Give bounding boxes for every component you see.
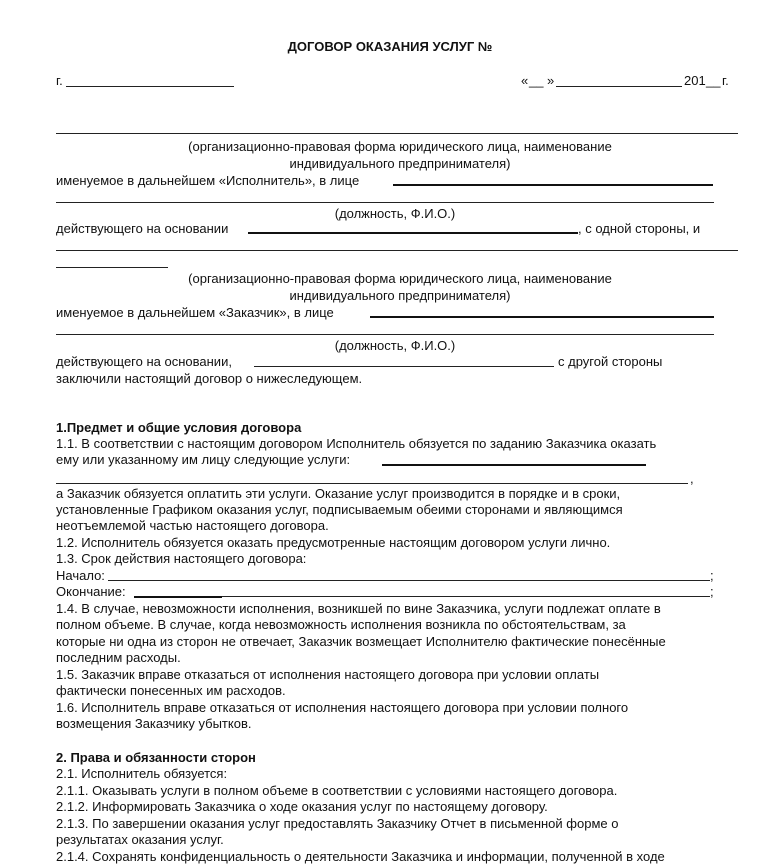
clause-1-6-line-2: возмещения Заказчику убытков. xyxy=(56,716,252,731)
clause-2-1-3-line-2: результатах оказания услуг. xyxy=(56,832,224,847)
customer-org-caption-2: индивидуального предпринимателя) xyxy=(289,288,511,303)
section-1-heading: 1.Предмет и общие условия договора xyxy=(56,420,302,435)
clause-1-5-line-1: 1.5. Заказчик вправе отказаться от исполнения настоящего договора при условии оплаты xyxy=(56,667,600,682)
date-open-quote: « xyxy=(521,73,529,88)
clause-1-1-line-1: 1.1. В соответствии с настоящим договором Исполнитель обязуется по заданию Заказчика оказать xyxy=(56,436,657,451)
clause-1-5-line-2: фактически понесенных им расходов. xyxy=(56,683,286,698)
clause-1-1-line-3: а Заказчик обязуется оплатить эти услуги. Оказание услуг производится в порядке и в сроки, xyxy=(56,486,621,501)
document-title: ДОГОВОР ОКАЗАНИЯ УСЛУГ № xyxy=(287,39,493,54)
end-line-bold xyxy=(134,596,222,598)
services-line xyxy=(382,464,646,466)
section-2-heading: 2. Права и обязанности сторон xyxy=(56,750,256,765)
end-label: Окончание: xyxy=(56,584,126,599)
clause-1-2: 1.2. Исполнитель обязуется оказать предусмотренные настоящим договором услуги лично. xyxy=(56,535,611,550)
date-close-quote: » xyxy=(547,73,555,88)
clause-1-1-line-2: ему или указанному им лицу следующие услуги: xyxy=(56,452,351,467)
clause-1-4-line-3: которые ни одна из сторон не отвечает, Заказчик возмещает Исполнителю фактические понесённые xyxy=(56,634,666,649)
executor-basis-label: действующего на основании xyxy=(56,221,229,236)
year-suffix: г. xyxy=(722,73,729,88)
customer-person-line xyxy=(370,316,714,318)
customer-org-caption-1: (организационно-правовая форма юридического лица, наименование xyxy=(188,271,612,286)
start-label: Начало: xyxy=(56,568,105,583)
end-semicolon: ; xyxy=(710,584,714,599)
executor-basis-suffix: , с одной стороны, и xyxy=(578,221,701,236)
clause-2-1-1: 2.1.1. Оказывать услуги в полном объеме в соответствии с условиями настоящего договора. xyxy=(56,783,618,798)
date-month-blank-line xyxy=(556,86,682,87)
customer-person-line-2 xyxy=(56,334,714,335)
start-semicolon: ; xyxy=(710,568,714,583)
city-blank-line xyxy=(66,86,234,87)
clause-2-1-4-line-1: 2.1.4. Сохранять конфиденциальность о деятельности Заказчика и информации, полученной в ходе xyxy=(56,849,665,864)
customer-position-caption: (должность, Ф.И.О.) xyxy=(334,338,456,353)
clause-1-1-line-5: неотъемлемой частью настоящего договора. xyxy=(56,518,329,533)
executor-basis-line xyxy=(248,232,578,234)
customer-named-as: именуемое в дальнейшем «Заказчик», в лице xyxy=(56,305,334,320)
start-line xyxy=(108,580,710,581)
clause-2-1: 2.1. Исполнитель обязуется: xyxy=(56,766,228,781)
clause-1-4-line-4: последним расходы. xyxy=(56,650,181,665)
year-blank: __ xyxy=(706,73,721,88)
clause-1-3: 1.3. Срок действия настоящего договора: xyxy=(56,551,307,566)
end-line xyxy=(222,596,710,597)
customer-basis-line xyxy=(254,366,554,367)
customer-concluded: заключили настоящий договор о нижеследующем. xyxy=(56,371,363,386)
executor-named-as: именуемое в дальнейшем «Исполнитель», в лице xyxy=(56,173,360,188)
clause-2-1-3-line-1: 2.1.3. По завершении оказания услуг предоставлять Заказчику Отчет в письменной форме о xyxy=(56,816,619,831)
executor-org-caption-1: (организационно-правовая форма юридического лица, наименование xyxy=(188,139,612,154)
executor-org-caption-2: индивидуального предпринимателя) xyxy=(289,156,511,171)
customer-org-line-2 xyxy=(56,267,168,268)
date-day-blank: __ xyxy=(529,73,544,88)
clause-2-1-2: 2.1.2. Информировать Заказчика о ходе оказания услуг по настоящему договору. xyxy=(56,799,548,814)
services-comma: , xyxy=(690,471,694,486)
customer-basis-label: действующего на основании, xyxy=(56,354,232,369)
executor-position-caption: (должность, Ф.И.О.) xyxy=(334,206,456,221)
executor-org-line xyxy=(56,133,738,134)
clause-1-6-line-1: 1.6. Исполнитель вправе отказаться от исполнения настоящего договора при условии полного xyxy=(56,700,629,715)
executor-person-line xyxy=(393,184,713,186)
customer-basis-suffix: с другой стороны xyxy=(558,354,663,369)
clause-1-1-line-4: установленные Графиком оказания услуг, подписываемым обеими сторонами и являющимся xyxy=(56,502,623,517)
clause-1-4-line-1: 1.4. В случае, невозможности исполнения, возникшей по вине Заказчика, услуги подлежат оплате в xyxy=(56,601,661,616)
executor-person-line-2 xyxy=(56,202,714,203)
customer-org-line xyxy=(56,250,738,251)
city-prefix: г. xyxy=(56,73,63,88)
year-prefix: 201 xyxy=(684,73,706,88)
services-line-2 xyxy=(56,483,688,484)
clause-1-4-line-2: полном объеме. В случае, когда невозможность исполнения возникла по обстоятельствам, за xyxy=(56,617,626,632)
